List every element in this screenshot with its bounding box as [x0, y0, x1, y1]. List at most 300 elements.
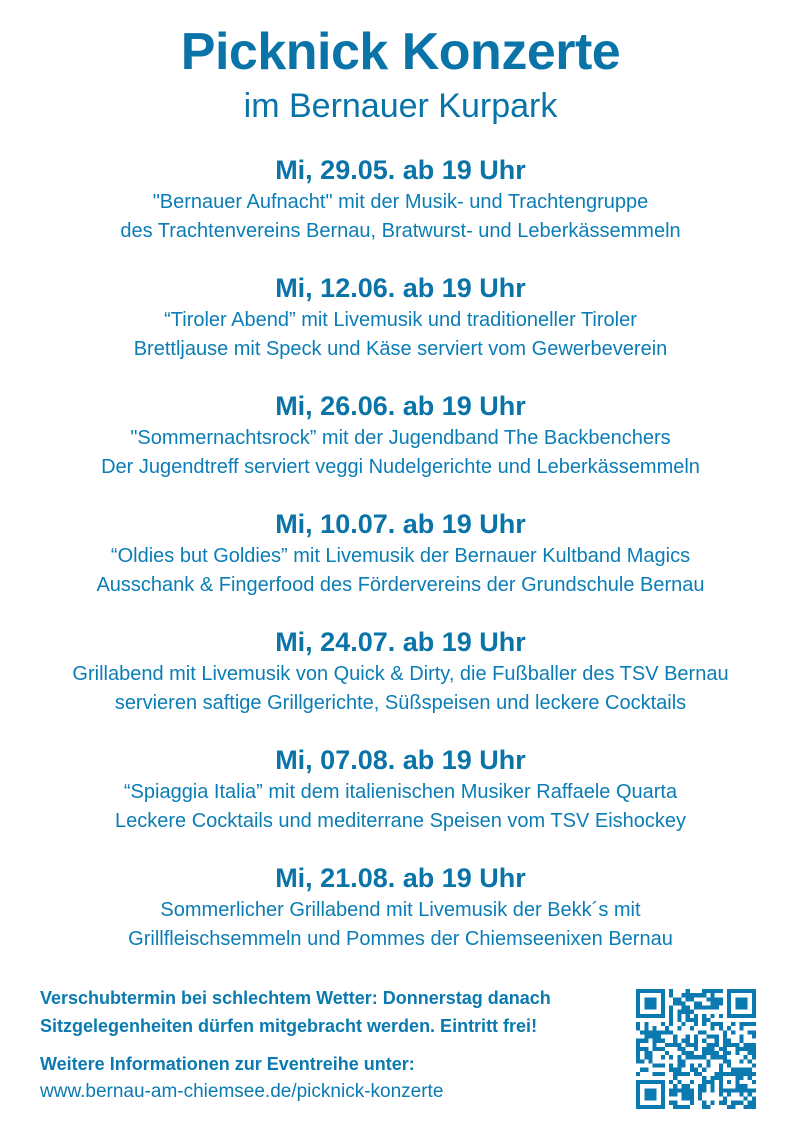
qr-module	[748, 989, 752, 993]
qr-module	[636, 1051, 640, 1055]
qr-module	[636, 1059, 640, 1063]
qr-module	[719, 1084, 723, 1088]
qr-code-icon[interactable]	[636, 989, 756, 1109]
qr-module	[661, 1047, 665, 1051]
qr-module	[706, 1018, 710, 1022]
qr-module	[727, 1026, 731, 1030]
qr-module	[719, 997, 723, 1001]
event-list	[0, 152, 801, 978]
qr-module	[719, 1080, 723, 1084]
qr-module	[690, 1018, 694, 1022]
qr-module	[702, 1068, 706, 1072]
qr-module	[661, 1001, 665, 1005]
qr-module	[731, 1043, 735, 1047]
qr-module	[690, 1026, 694, 1030]
qr-module	[739, 1022, 743, 1026]
qr-module	[640, 1039, 644, 1043]
qr-module	[744, 1072, 748, 1076]
qr-module	[636, 1014, 640, 1018]
qr-module	[702, 989, 706, 993]
qr-module	[735, 1101, 739, 1105]
qr-module	[644, 1035, 648, 1039]
qr-module	[694, 1072, 698, 1076]
qr-module	[677, 1063, 681, 1067]
qr-module	[682, 1088, 686, 1092]
qr-module	[644, 1014, 648, 1018]
event-item	[0, 742, 801, 860]
qr-module	[739, 1076, 743, 1080]
qr-module	[657, 989, 661, 993]
qr-module	[710, 1022, 714, 1026]
qr-module	[669, 1068, 673, 1072]
event-description-line-1: Sommerlicher Grillabend mit Livemusik der Bekk´s mit	[160, 899, 641, 921]
qr-module	[661, 1072, 665, 1076]
qr-module	[735, 1006, 739, 1010]
qr-module	[640, 1014, 644, 1018]
qr-module	[644, 1068, 648, 1072]
qr-module	[648, 1055, 652, 1059]
qr-module	[723, 1088, 727, 1092]
event-description-line-2: Ausschank & Fingerfood des Fördervereins der Grundschule Bernau	[96, 574, 705, 596]
qr-module	[690, 997, 694, 1001]
qr-module	[719, 1063, 723, 1067]
qr-module	[698, 1084, 702, 1088]
qr-module	[752, 997, 756, 1001]
qr-module	[739, 1101, 743, 1105]
qr-module	[715, 1001, 719, 1005]
qr-module	[752, 1001, 756, 1005]
qr-module	[653, 1097, 657, 1101]
qr-module	[682, 1047, 686, 1051]
qr-module	[752, 1030, 756, 1034]
qr-module	[744, 1068, 748, 1072]
qr-module	[636, 1080, 640, 1084]
qr-module	[702, 1022, 706, 1026]
qr-module	[661, 1092, 665, 1096]
qr-module	[690, 1080, 694, 1084]
qr-module	[752, 1043, 756, 1047]
qr-module	[715, 997, 719, 1001]
qr-module	[648, 1001, 652, 1005]
qr-module	[665, 1026, 669, 1030]
qr-module	[673, 1068, 677, 1072]
qr-module	[686, 1039, 690, 1043]
qr-module	[673, 1001, 677, 1005]
qr-module	[648, 1105, 652, 1109]
qr-module	[653, 1072, 657, 1076]
qr-module	[669, 1030, 673, 1034]
qr-module	[702, 1088, 706, 1092]
qr-module	[657, 1014, 661, 1018]
qr-module	[636, 1026, 640, 1030]
qr-module	[653, 1014, 657, 1018]
qr-module	[748, 1072, 752, 1076]
qr-module	[653, 1047, 657, 1051]
qr-module	[723, 1039, 727, 1043]
qr-module	[727, 1080, 731, 1084]
event-item	[0, 506, 801, 624]
qr-module	[677, 1047, 681, 1051]
qr-module	[661, 1084, 665, 1088]
qr-module	[748, 1105, 752, 1109]
qr-module	[698, 1055, 702, 1059]
event-date: Mi, 07.08. ab 19 Uhr	[275, 745, 526, 775]
qr-module	[644, 1088, 648, 1092]
qr-module	[677, 1026, 681, 1030]
qr-module	[653, 1080, 657, 1084]
qr-module	[752, 993, 756, 997]
qr-module	[706, 1059, 710, 1063]
qr-module	[735, 989, 739, 993]
qr-module	[686, 1014, 690, 1018]
qr-module	[661, 1063, 665, 1067]
page-title: Picknick Konzerte	[180, 23, 621, 81]
qr-module	[648, 1006, 652, 1010]
qr-module	[702, 1018, 706, 1022]
qr-module	[673, 1088, 677, 1092]
qr-module	[731, 1014, 735, 1018]
qr-module	[669, 1022, 673, 1026]
event-description-line-1: “Oldies but Goldies” mit Livemusik der Bernauer Kultband Magics	[110, 545, 691, 567]
qr-module	[673, 1105, 677, 1109]
qr-module	[686, 997, 690, 1001]
qr-module	[686, 993, 690, 997]
qr-module	[677, 1055, 681, 1059]
qr-module	[744, 1047, 748, 1051]
qr-module	[752, 1088, 756, 1092]
qr-module	[710, 997, 714, 1001]
qr-module	[719, 1072, 723, 1076]
qr-module	[752, 1080, 756, 1084]
qr-module	[715, 1039, 719, 1043]
qr-module	[731, 1105, 735, 1109]
qr-module	[686, 989, 690, 993]
qr-module	[657, 1035, 661, 1039]
qr-module	[682, 1051, 686, 1055]
qr-module	[752, 1055, 756, 1059]
qr-module	[744, 1001, 748, 1005]
qr-module	[644, 1055, 648, 1059]
qr-module	[744, 997, 748, 1001]
qr-module	[752, 1105, 756, 1109]
qr-module	[682, 1006, 686, 1010]
qr-module	[669, 1014, 673, 1018]
qr-module	[706, 989, 710, 993]
qr-module	[710, 1035, 714, 1039]
qr-module	[710, 1080, 714, 1084]
qr-module	[739, 1092, 743, 1096]
event-description-line-2: Leckere Cocktails und mediterrane Speisen vom TSV Eishockey	[114, 810, 686, 832]
qr-module	[644, 1022, 648, 1026]
qr-module	[739, 989, 743, 993]
qr-module	[748, 1022, 752, 1026]
qr-module	[653, 997, 657, 1001]
qr-module	[731, 1072, 735, 1076]
qr-module	[665, 1030, 669, 1034]
event-url-link[interactable]: www.bernau-am-chiemsee.de/picknick-konzerte	[40, 1081, 444, 1102]
qr-module	[673, 1039, 677, 1043]
qr-module	[653, 1035, 657, 1039]
qr-module	[706, 1043, 710, 1047]
qr-module	[735, 997, 739, 1001]
qr-module	[644, 1105, 648, 1109]
qr-module	[657, 1047, 661, 1051]
qr-module	[673, 1092, 677, 1096]
qr-module	[669, 1006, 673, 1010]
qr-module	[636, 1101, 640, 1105]
qr-module	[710, 1026, 714, 1030]
qr-module	[677, 1105, 681, 1109]
qr-module	[752, 1097, 756, 1101]
qr-module	[648, 1014, 652, 1018]
qr-module	[752, 1022, 756, 1026]
qr-module	[644, 997, 648, 1001]
qr-module	[648, 1088, 652, 1092]
event-item	[0, 860, 801, 978]
qr-module	[661, 1039, 665, 1043]
qr-module	[739, 1072, 743, 1076]
qr-module	[669, 1080, 673, 1084]
qr-module	[648, 1051, 652, 1055]
qr-module	[744, 1022, 748, 1026]
qr-module	[706, 1006, 710, 1010]
qr-module	[661, 1080, 665, 1084]
qr-module	[723, 1101, 727, 1105]
qr-module	[706, 1063, 710, 1067]
qr-module	[710, 1051, 714, 1055]
qr-module	[677, 997, 681, 1001]
qr-module	[644, 1026, 648, 1030]
qr-module	[669, 1088, 673, 1092]
event-description-line-1: Grillabend mit Livemusik von Quick & Dirty, die Fußballer des TSV Bernau	[72, 663, 729, 685]
qr-module	[644, 1092, 648, 1096]
qr-module	[694, 1047, 698, 1051]
qr-module	[748, 1043, 752, 1047]
qr-module	[657, 1072, 661, 1076]
qr-module	[735, 1088, 739, 1092]
qr-module	[640, 1105, 644, 1109]
qr-module	[744, 1043, 748, 1047]
qr-module	[648, 1030, 652, 1034]
qr-module	[648, 997, 652, 1001]
qr-module	[739, 1014, 743, 1018]
qr-module	[669, 993, 673, 997]
qr-module	[653, 989, 657, 993]
qr-module	[640, 1080, 644, 1084]
qr-module	[661, 1105, 665, 1109]
event-description-line-1: “Tiroler Abend” mit Livemusik und traditioneller Tiroler	[164, 309, 637, 331]
qr-module	[702, 1105, 706, 1109]
qr-module	[735, 1051, 739, 1055]
qr-module	[706, 1035, 710, 1039]
qr-module	[682, 1039, 686, 1043]
qr-module	[657, 1080, 661, 1084]
qr-module	[661, 1022, 665, 1026]
qr-module	[715, 1072, 719, 1076]
qr-module	[719, 1047, 723, 1051]
qr-module	[710, 1006, 714, 1010]
qr-module	[694, 1055, 698, 1059]
qr-module	[723, 1043, 727, 1047]
qr-module	[657, 1030, 661, 1034]
qr-module	[744, 989, 748, 993]
qr-module	[752, 1072, 756, 1076]
qr-module	[739, 1035, 743, 1039]
event-item	[0, 624, 801, 742]
qr-module	[723, 1047, 727, 1051]
qr-module	[710, 1014, 714, 1018]
event-date: Mi, 24.07. ab 19 Uhr	[275, 627, 526, 657]
qr-module	[727, 993, 731, 997]
qr-module	[694, 993, 698, 997]
qr-module	[653, 1026, 657, 1030]
qr-module	[735, 1047, 739, 1051]
qr-module	[710, 989, 714, 993]
qr-module	[694, 1043, 698, 1047]
qr-module	[715, 1051, 719, 1055]
qr-module	[653, 1063, 657, 1067]
qr-module	[748, 1030, 752, 1034]
qr-module	[715, 1055, 719, 1059]
qr-module	[719, 1088, 723, 1092]
qr-module	[706, 997, 710, 1001]
qr-module	[727, 1039, 731, 1043]
qr-module	[636, 1072, 640, 1076]
qr-module	[677, 1088, 681, 1092]
qr-module	[710, 1076, 714, 1080]
weather-note: Verschubtermin bei schlechtem Wetter: Donnerstag danach	[40, 988, 551, 1008]
qr-module	[748, 1068, 752, 1072]
qr-module	[723, 1072, 727, 1076]
qr-module	[653, 1030, 657, 1034]
qr-module	[636, 1010, 640, 1014]
qr-module	[648, 989, 652, 993]
qr-module	[673, 1101, 677, 1105]
qr-module	[686, 1051, 690, 1055]
qr-module	[719, 1022, 723, 1026]
qr-module	[661, 1097, 665, 1101]
qr-module	[644, 989, 648, 993]
qr-module	[723, 1055, 727, 1059]
qr-module	[661, 1055, 665, 1059]
qr-module	[715, 1043, 719, 1047]
qr-module	[706, 1051, 710, 1055]
qr-module	[739, 1039, 743, 1043]
qr-module	[694, 1006, 698, 1010]
qr-module	[677, 1068, 681, 1072]
qr-module	[702, 1014, 706, 1018]
qr-module	[744, 1055, 748, 1059]
qr-module	[636, 1055, 640, 1059]
qr-module	[673, 1076, 677, 1080]
qr-module	[682, 1092, 686, 1096]
event-date: Mi, 26.06. ab 19 Uhr	[275, 391, 526, 421]
qr-module	[748, 1051, 752, 1055]
qr-module	[719, 1026, 723, 1030]
qr-module	[682, 1084, 686, 1088]
qr-module	[644, 1080, 648, 1084]
qr-module	[710, 1043, 714, 1047]
qr-module	[723, 1059, 727, 1063]
qr-module	[644, 1097, 648, 1101]
qr-module	[669, 1063, 673, 1067]
qr-module	[715, 1076, 719, 1080]
qr-module	[686, 1006, 690, 1010]
qr-module	[636, 1047, 640, 1051]
qr-module	[653, 1043, 657, 1047]
qr-module	[735, 1084, 739, 1088]
qr-module	[690, 1043, 694, 1047]
qr-module	[702, 1039, 706, 1043]
qr-module	[686, 1035, 690, 1039]
qr-module	[644, 1051, 648, 1055]
qr-module	[682, 1010, 686, 1014]
qr-module	[723, 1051, 727, 1055]
qr-module	[727, 989, 731, 993]
qr-module	[735, 1068, 739, 1072]
qr-module	[731, 1022, 735, 1026]
qr-module	[702, 1051, 706, 1055]
qr-module	[682, 1022, 686, 1026]
qr-module	[673, 997, 677, 1001]
qr-module	[748, 1047, 752, 1051]
qr-module	[661, 997, 665, 1001]
qr-module	[752, 1010, 756, 1014]
qr-module	[665, 1051, 669, 1055]
qr-module	[686, 1018, 690, 1022]
qr-module	[669, 989, 673, 993]
qr-module	[677, 1072, 681, 1076]
qr-module	[694, 1022, 698, 1026]
info-label: Weitere Informationen zur Eventreihe unter:	[40, 1054, 415, 1074]
qr-module	[636, 993, 640, 997]
qr-module	[731, 1030, 735, 1034]
qr-module	[657, 1039, 661, 1043]
event-item	[0, 270, 801, 388]
qr-module	[727, 1014, 731, 1018]
qr-module	[661, 1101, 665, 1105]
qr-module	[715, 1006, 719, 1010]
qr-module	[748, 1014, 752, 1018]
qr-module	[731, 1101, 735, 1105]
qr-module	[723, 1035, 727, 1039]
qr-module	[644, 1001, 648, 1005]
qr-module	[686, 1055, 690, 1059]
qr-module	[744, 1088, 748, 1092]
event-description-line-2: Grillfleischsemmeln und Pommes der Chiemseenixen Bernau	[128, 928, 673, 950]
qr-module	[644, 1047, 648, 1051]
qr-module	[702, 1080, 706, 1084]
event-description-line-2: servieren saftige Grillgerichte, Süßspeisen und leckere Cocktails	[114, 692, 687, 714]
qr-module	[690, 1051, 694, 1055]
qr-module	[727, 997, 731, 1001]
qr-module	[669, 1010, 673, 1014]
qr-module	[719, 1101, 723, 1105]
qr-module	[690, 1068, 694, 1072]
qr-module	[752, 1101, 756, 1105]
qr-module	[682, 1105, 686, 1109]
qr-module	[677, 1080, 681, 1084]
qr-module	[719, 1055, 723, 1059]
qr-module	[702, 1030, 706, 1034]
qr-module	[669, 1101, 673, 1105]
qr-module	[694, 1014, 698, 1018]
qr-module	[719, 989, 723, 993]
qr-module	[727, 1043, 731, 1047]
qr-module	[706, 1105, 710, 1109]
event-date: Mi, 12.06. ab 19 Uhr	[275, 273, 526, 303]
qr-module	[682, 1097, 686, 1101]
